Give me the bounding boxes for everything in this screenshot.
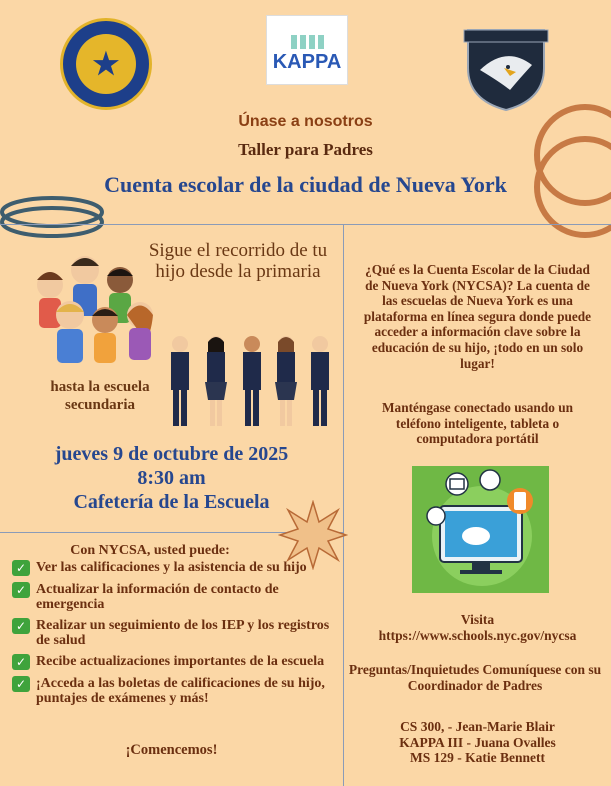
contacts-list (350, 719, 605, 766)
stay-connected-text: Manténgase conectado usando un teléfono inteligente, tableta o computadora portátil (382, 400, 573, 447)
kappa-logo (266, 15, 348, 85)
high-school-text: hasta la escuela secundaria (50, 379, 150, 413)
event-date: jueves 9 de octubre de 2025 (54, 443, 289, 465)
checkmark-icon: ✓ (12, 582, 30, 598)
nycsa-link[interactable]: https://www.schools.nyc.gov/nycsa (378, 628, 577, 643)
list-item: ✓ Realizar un seguimiento de los IEP y los registros de salud (12, 618, 342, 648)
workshop-heading: Taller para Padres (238, 140, 373, 159)
questions-text: Preguntas/Inquietudes Comuníquese con su Coordinador de Padres (348, 662, 602, 693)
contact-item: CS 300, - Jean-Marie Blair (400, 719, 555, 734)
secondary-students-illustration (160, 332, 340, 432)
scorpion-icon: ★ (76, 34, 136, 94)
lets-start-text: ¡Comencemos! (125, 742, 218, 758)
list-item: ✓ Recibe actualizaciones importantes de la escuela (12, 654, 342, 670)
checkmark-icon: ✓ (12, 676, 30, 692)
visit-section (350, 612, 605, 644)
list-item: ✓ Actualizar la información de contacto de emergencia (12, 582, 342, 612)
eagle-shield-logo (460, 20, 552, 112)
visit-label: Visita (460, 612, 495, 627)
elementary-kids-illustration (15, 240, 165, 380)
checkmark-icon: ✓ (12, 560, 30, 576)
list-item: ✓ Ver las calificaciones y la asistencia de su hijo (12, 560, 342, 576)
contact-item: KAPPA III - Juana Ovalles (399, 734, 556, 750)
divider-horizontal-top (0, 224, 611, 225)
technology-illustration (412, 466, 549, 593)
columns-icon (291, 35, 324, 49)
event-time: 8:30 am (137, 467, 206, 489)
checkmark-icon: ✓ (12, 618, 30, 634)
features-intro: Con NYCSA, usted puede: (70, 543, 230, 558)
journey-text: Sigue el recorrido de tu hijo desde la primaria (148, 240, 328, 282)
monitor-icon (412, 466, 549, 593)
features-list (12, 560, 342, 712)
page-title: Cuenta escolar de la ciudad de Nueva York (104, 172, 507, 197)
kappa-logo-text: KAPPA (272, 51, 342, 73)
nycsa-description: ¿Qué es la Cuenta Escolar de la Ciudad de Nueva York (NYCSA)? La cuenta de las escuelas de Nueva York es una plataforma en línea segura donde puede acceder a información clave sobre la educación de su hijo, ¡todo en un solo lugar! (363, 262, 592, 371)
event-location: Cafetería de la Escuela (73, 491, 270, 513)
list-item: ✓ ¡Acceda a las boletas de calificaciones de su hijo, puntajes de exámenes y más! (12, 676, 342, 706)
contact-item: MS 129 - Katie Bennett (410, 750, 545, 765)
checkmark-icon: ✓ (12, 654, 30, 670)
join-us-heading: Únase a nosotros (238, 113, 373, 130)
community-school-logo (60, 18, 152, 110)
